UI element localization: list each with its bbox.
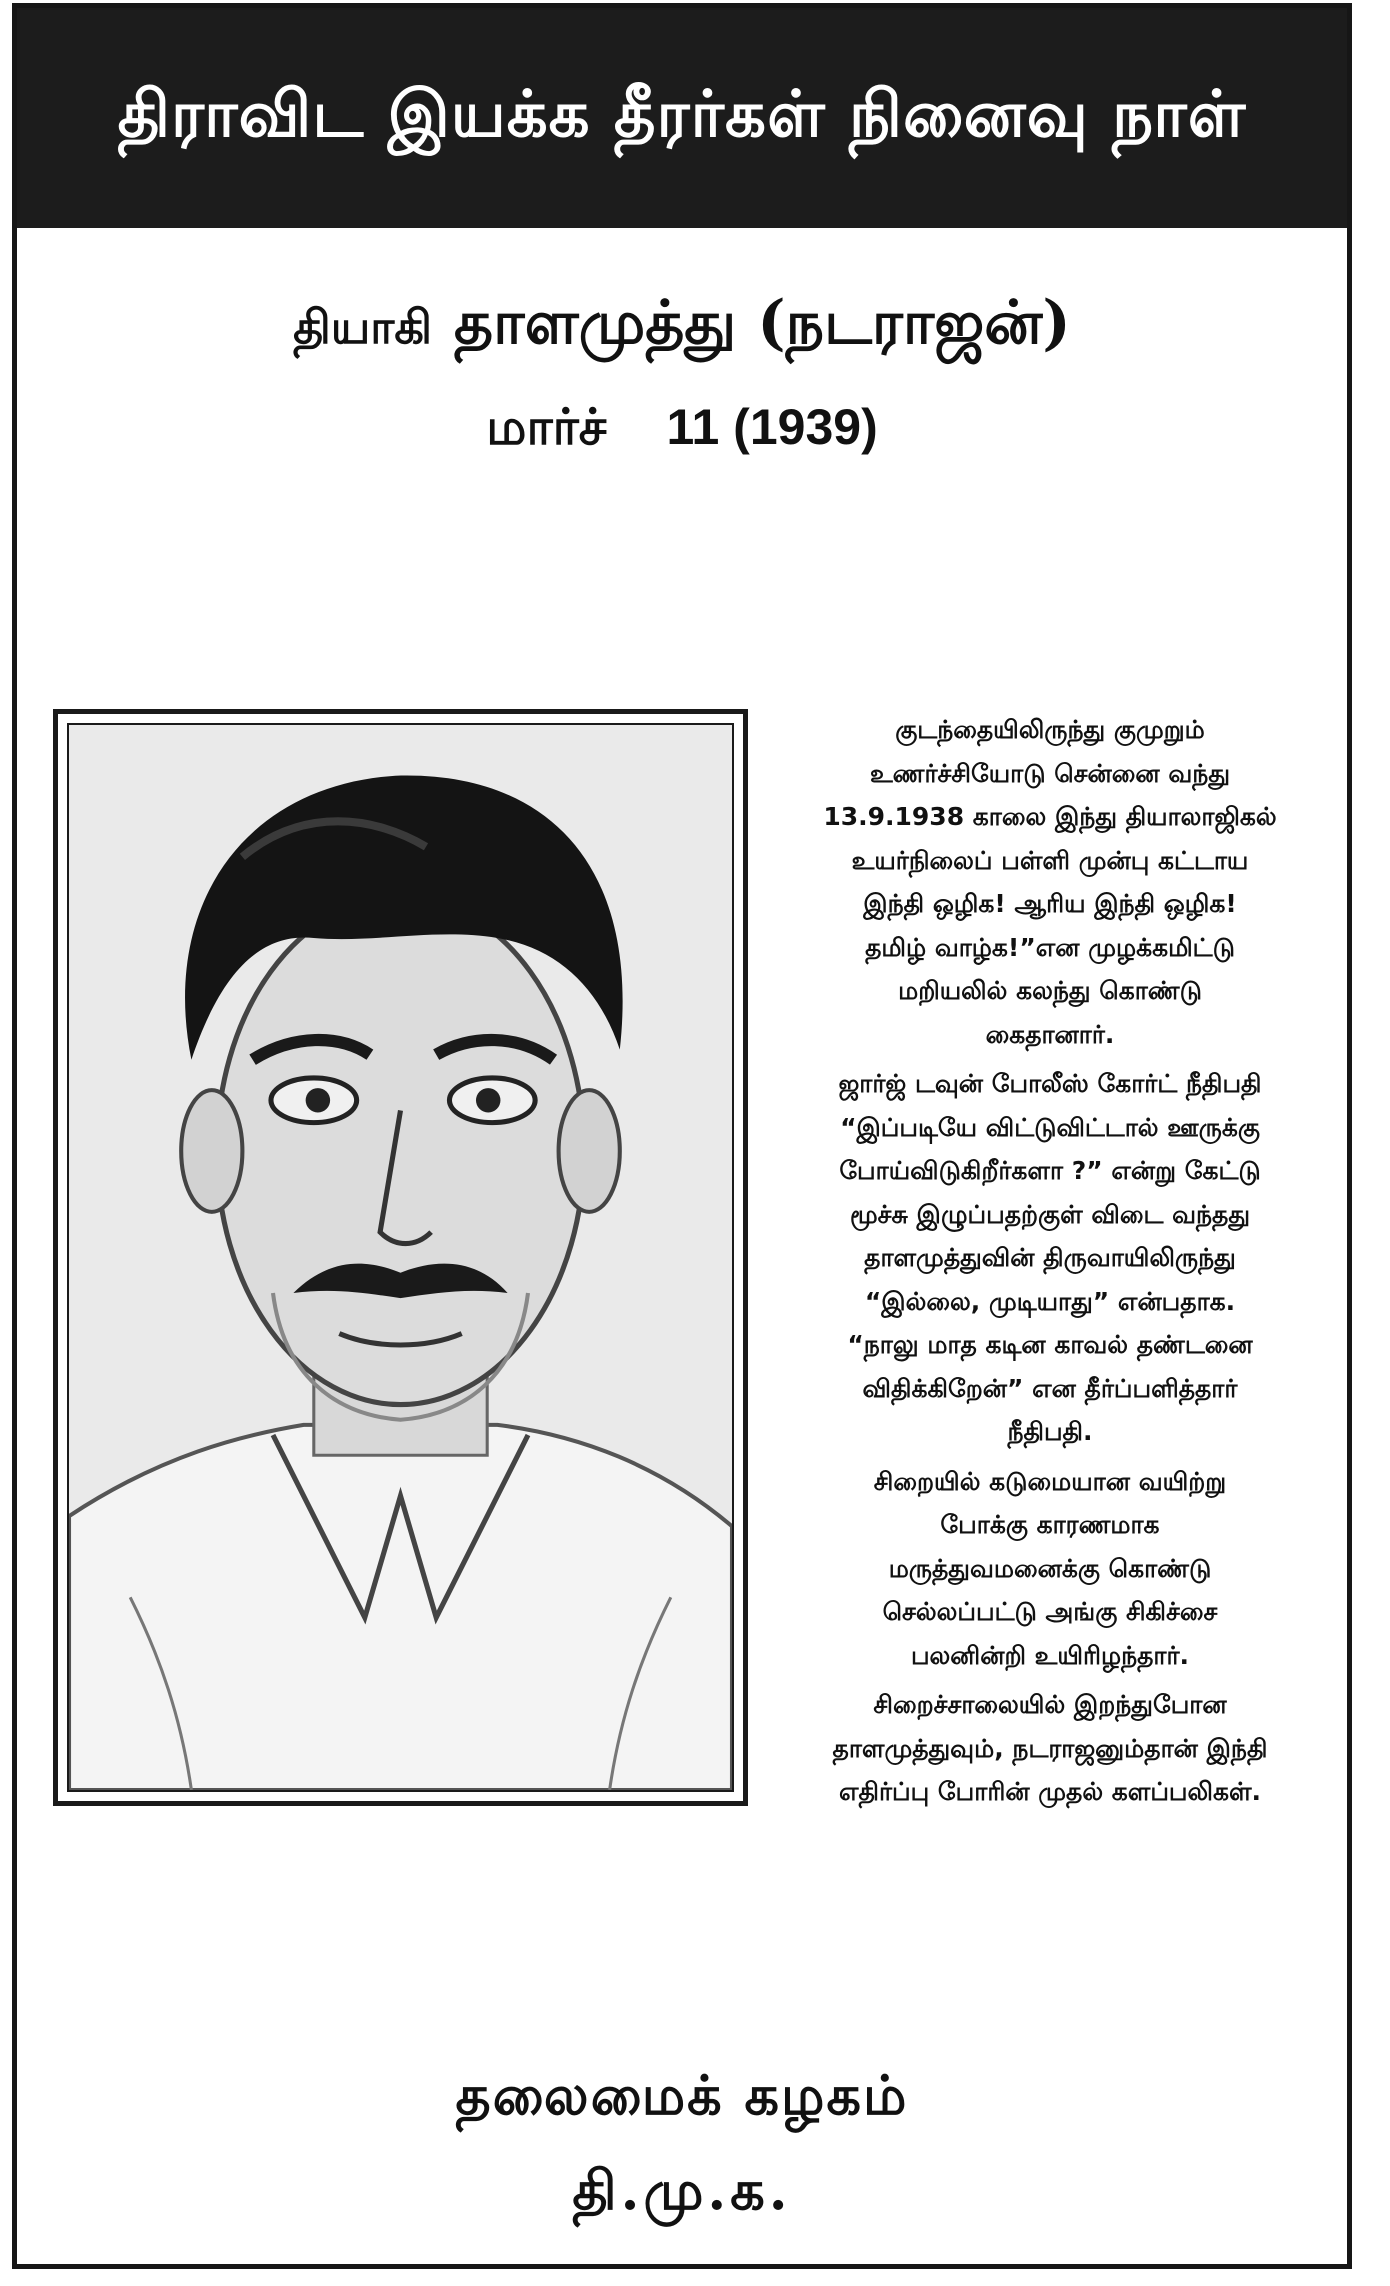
biography-paragraph-1 — [755, 708, 1345, 1056]
biography-line: “இல்லை, முடியாது” என்பதாக. — [864, 1286, 1236, 1316]
biography-paragraph-3 — [755, 1460, 1345, 1678]
biography-line: மூச்சு இழுப்பதற்குள் விடை வந்தது — [849, 1199, 1251, 1229]
biography-line: தாளமுத்துவின் திருவாயிலிருந்து — [864, 1243, 1236, 1272]
biography-line: போக்கு காரணமாக — [940, 1510, 1160, 1539]
portrait-image — [67, 723, 734, 1792]
header-banner — [17, 8, 1347, 228]
date-month: மார்ச் — [486, 399, 607, 455]
biography-line: தமிழ் வாழ்க!”என முழக்கமிட்டு — [865, 932, 1235, 962]
portrait-frame — [53, 709, 748, 1806]
memorial-date — [17, 398, 1347, 463]
footer-organization: தலைமைக் கழகம் — [455, 2063, 909, 2127]
biography-line: உயர்நிலைப் பள்ளி முன்பு கட்டாய — [851, 845, 1249, 875]
footer-party-name: தி.மு.க. — [572, 2158, 792, 2222]
biography-paragraph-2 — [755, 1062, 1345, 1454]
biography-line: மறியலில் கலந்து கொண்டு — [898, 976, 1202, 1005]
martyr-name-heading — [17, 288, 1347, 366]
biography-line: நீதிபதி. — [1007, 1417, 1093, 1446]
biography-line: “இப்படியே விட்டுவிட்டால் ஊருக்கு — [840, 1112, 1260, 1142]
biography-paragraph-4 — [755, 1683, 1345, 1814]
portrait-sketch-icon — [69, 725, 732, 1790]
biography-line: இந்தி ஒழிக! ஆரிய இந்தி ஒழிக! — [863, 889, 1237, 918]
biography-line: சிறைச்சாலையில் இறந்துபோன — [873, 1690, 1227, 1719]
banner-title: திராவிட இயக்க தீரர்கள் நினைவு நாள் — [117, 76, 1247, 152]
martyr-name: தாளமுத்து (நடராஜன்) — [454, 288, 1071, 358]
poster-frame — [12, 3, 1352, 2269]
biography-line: தாளமுத்துவும், நடராஜனும்தான் இந்தி — [832, 1733, 1268, 1763]
biography-line: 13.9.1938 காலை இந்து தியாலாஜிகல் — [823, 802, 1277, 831]
biography-line: ஜார்ஜ் டவுன் போலீஸ் கோர்ட் நீதிபதி — [838, 1069, 1262, 1098]
date-day-year: 11 (1939) — [666, 399, 878, 455]
biography-line: கைதானார். — [985, 1019, 1115, 1049]
biography-line: உணர்ச்சியோடு சென்னை வந்து — [869, 758, 1231, 788]
biography-line: செல்லப்பட்டு அங்கு சிகிச்சை — [882, 1597, 1218, 1626]
biography-line: எதிர்ப்பு போரின் முதல் களப்பலிகள். — [838, 1777, 1262, 1806]
biography-text — [755, 708, 1345, 1820]
biography-line: சிறையில் கடுமையான வயிற்று — [873, 1466, 1227, 1496]
biography-line: பலனின்றி உயிரிழந்தார். — [910, 1640, 1190, 1670]
biography-line: மருத்துவமனைக்கு கொண்டு — [888, 1553, 1212, 1583]
biography-line: குடந்தையிலிருந்து குமுறும் — [895, 715, 1205, 744]
name-prefix: தியாகி — [293, 300, 433, 354]
biography-line: “நாலு மாத கடின காவல் தண்டனை — [847, 1330, 1253, 1359]
biography-line: விதிக்கிறேன்” என தீர்ப்பளித்தார் — [862, 1373, 1238, 1403]
biography-line: போய்விடுகிறீர்களா ?” என்று கேட்டு — [839, 1156, 1261, 1185]
